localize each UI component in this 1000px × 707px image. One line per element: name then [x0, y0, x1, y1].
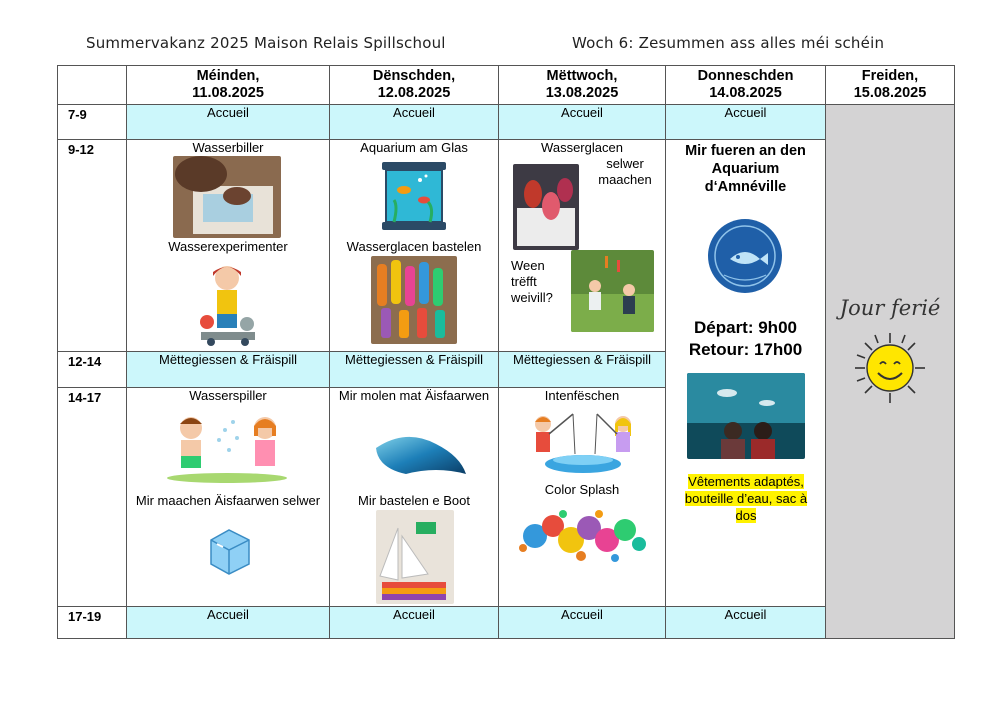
aquarium-icon — [380, 160, 448, 232]
weekly-schedule-table — [57, 65, 955, 639]
wednesday-morning-cell — [499, 140, 666, 352]
time-slot: 12-14 — [58, 352, 127, 388]
time-slot: 9-12 — [58, 140, 127, 352]
monday-afternoon-cell — [127, 388, 330, 607]
color-splash-illustration — [519, 506, 649, 566]
tuesday-afternoon-cell — [330, 388, 499, 607]
trip-title: Mir fueren an den Aquarium d‘Amnéville — [685, 143, 806, 195]
outdoor-game-photo — [571, 250, 654, 332]
day-header-tuesday: Dënschden, 12.08.2025 — [330, 66, 499, 105]
thursday-trip-cell — [666, 140, 826, 607]
accueil-cell: Accueil — [666, 607, 826, 639]
packing-note: Vêtements adaptés, bouteille d’eau, sac à dos — [684, 474, 808, 523]
watercolor-swatch — [370, 424, 470, 484]
activity-label: Mir maachen Äisfaarwen selwer — [135, 493, 321, 508]
activity-label: Wasserglacen — [541, 140, 623, 155]
accueil-cell: Accueil — [666, 105, 826, 140]
activity-label: Mir molen mat Äisfaarwen — [338, 388, 490, 403]
day-header-thursday: Donneschden 14.08.2025 — [666, 66, 826, 105]
ice-pop-craft-photo — [371, 256, 457, 344]
accueil-cell: Accueil — [499, 607, 666, 639]
ice-cream-photo — [513, 164, 579, 250]
accueil-cell: Accueil — [127, 607, 330, 639]
day-header-wednesday: Mëttwoch, 13.08.2025 — [499, 66, 666, 105]
monday-morning-cell — [127, 140, 330, 352]
activity-label: Wasserexperimenter — [168, 239, 288, 254]
accueil-cell: Accueil — [499, 105, 666, 140]
activity-label: Aquarium am Glas — [360, 140, 468, 155]
day-header-monday: Méinden, 11.08.2025 — [127, 66, 330, 105]
activity-label: Mir bastelen e Boot — [357, 493, 470, 508]
time-slot: 14-17 — [58, 388, 127, 607]
water-painting-photo — [173, 156, 281, 238]
return-time: Retour: 17h00 — [688, 340, 803, 359]
time-slot: 7-9 — [58, 105, 127, 140]
lunch-cell: Mëttegiessen & Fräispill — [127, 352, 330, 388]
activity-label: Intenfëschen — [544, 388, 620, 403]
fishing-game-illustration — [525, 410, 641, 476]
aquarium-logo — [706, 217, 784, 295]
child-experiment-illustration — [197, 262, 259, 348]
corner-cell — [58, 66, 127, 105]
day-header-friday: Freiden, 15.08.2025 — [826, 66, 955, 105]
tuesday-morning-cell — [330, 140, 499, 352]
sun-icon — [853, 331, 927, 405]
wednesday-afternoon-cell — [499, 388, 666, 607]
departure-time: Départ: 9h00 — [694, 318, 797, 337]
water-play-illustration — [163, 410, 293, 484]
lunch-cell: Mëttegiessen & Fräispill — [499, 352, 666, 388]
activity-label: Wasserbiller — [192, 140, 264, 155]
header-week-theme: Woch 6: Zesummen ass alles méi schéin — [572, 34, 885, 52]
activity-label: Wasserglacen bastelen — [346, 239, 482, 254]
holiday-label: Jour ferié — [839, 296, 941, 320]
ice-cube-icon — [203, 526, 253, 576]
accueil-cell: Accueil — [330, 105, 499, 140]
activity-label: Ween trëfft weivill? — [511, 258, 553, 305]
activity-label: Wasserspiller — [189, 388, 267, 403]
boat-craft-photo — [376, 510, 454, 604]
header-title: Summervakanz 2025 Maison Relais Spillschoul — [86, 34, 446, 52]
friday-holiday-cell — [826, 105, 955, 639]
accueil-cell: Accueil — [127, 105, 330, 140]
accueil-cell: Accueil — [330, 607, 499, 639]
lunch-cell: Mëttegiessen & Fräispill — [330, 352, 499, 388]
aquarium-visit-photo — [687, 373, 805, 459]
activity-label: Color Splash — [544, 482, 620, 497]
time-slot: 17-19 — [58, 607, 127, 639]
activity-label: selwer maachen — [598, 156, 652, 187]
